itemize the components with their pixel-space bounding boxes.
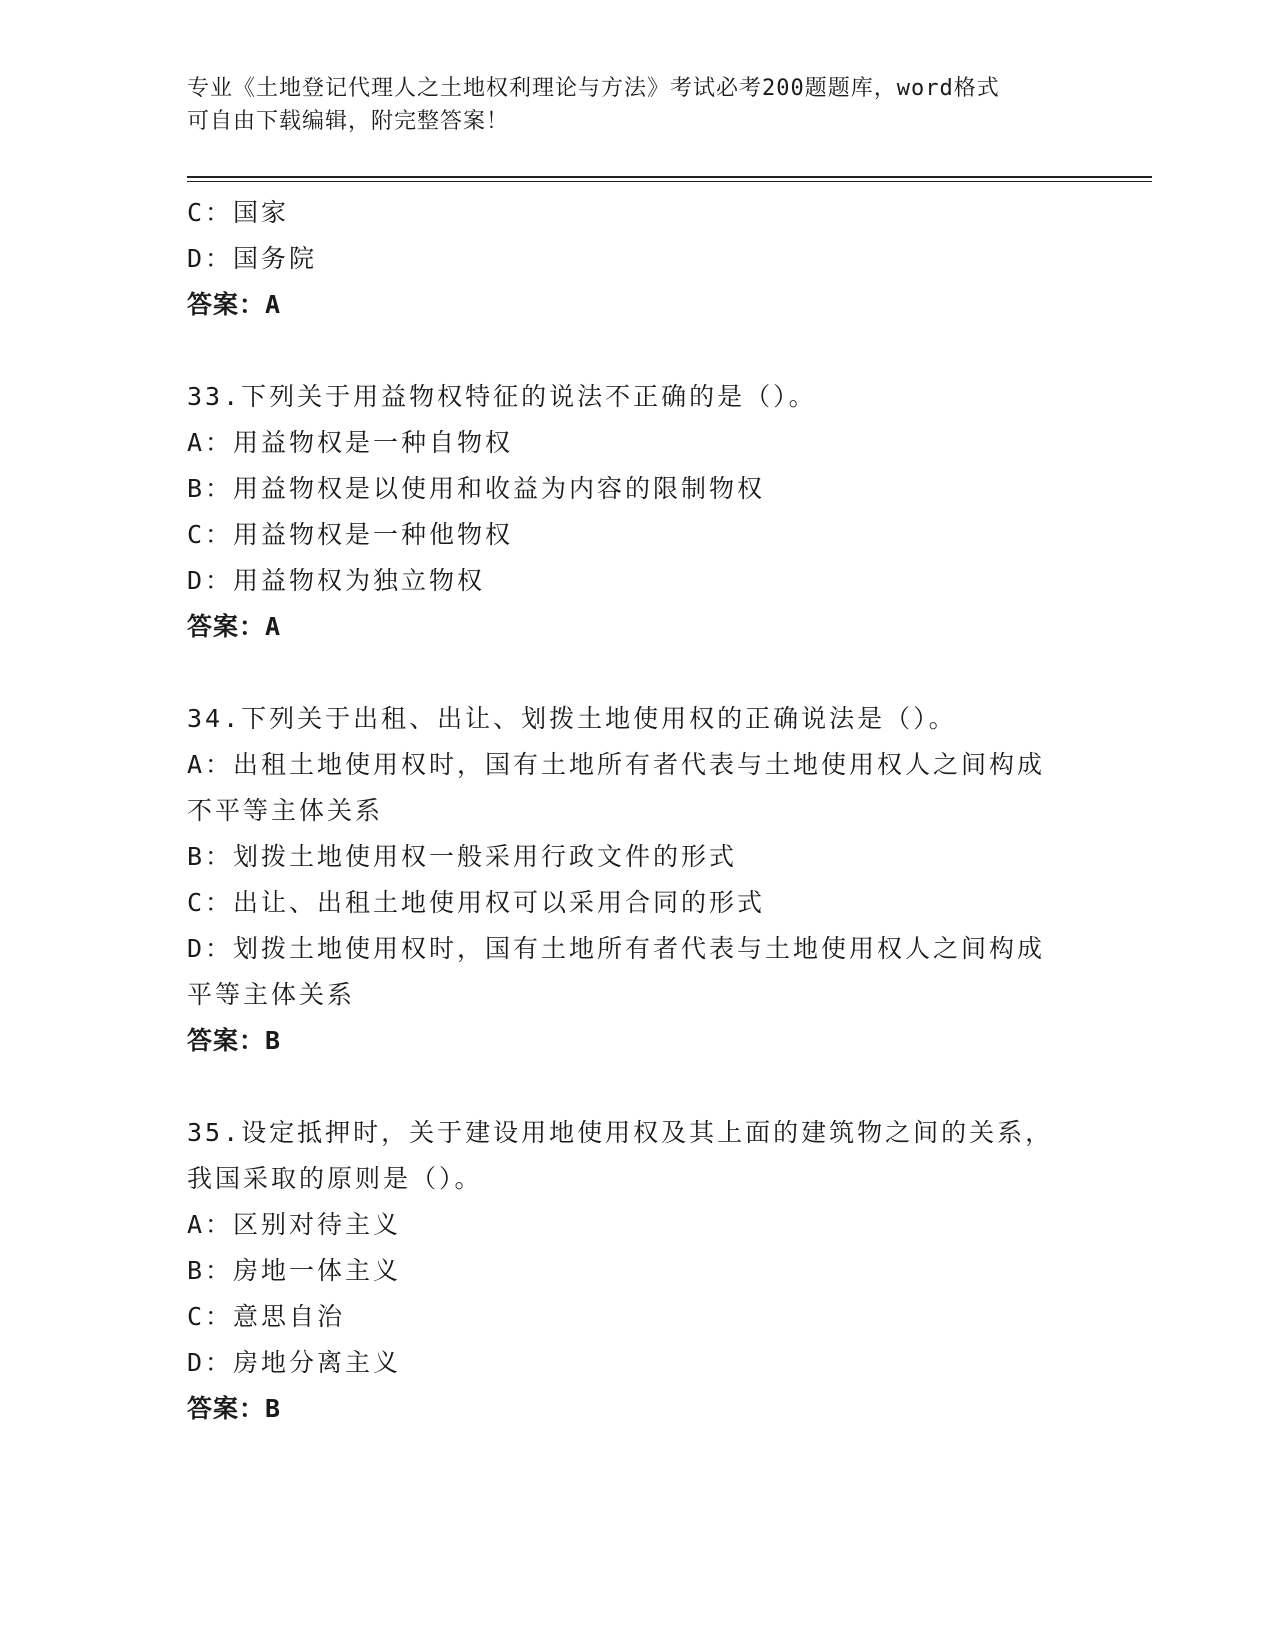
option-b: B：用益物权是以使用和收益为内容的限制物权 [187,474,766,503]
option-d-continued: 平等主体关系 [187,980,356,1009]
header-line-2: 可自由下载编辑，附完整答案！ [187,109,510,134]
option-c: C：意思自治 [187,1302,346,1331]
document-header [187,72,1087,138]
question-stem: 35.设定抵押时，关于建设用地使用权及其上面的建筑物之间的关系， [187,1118,1054,1147]
question-stem: 34.下列关于出租、出让、划拨土地使用权的正确说法是（）。 [187,704,957,733]
option-b: B：划拨土地使用权一般采用行政文件的形式 [187,842,738,871]
answer: 答案：A [187,290,282,319]
option-a: A：用益物权是一种自物权 [187,428,514,457]
option-b: B：房地一体主义 [187,1256,402,1285]
option-d: D：划拨土地使用权时，国有土地所有者代表与土地使用权人之间构成 [187,934,1046,963]
question-content [187,190,1087,1432]
option-a: A：区别对待主义 [187,1210,402,1239]
option-c: C：国家 [187,198,290,227]
answer: 答案：A [187,612,282,641]
question-stem: 33.下列关于用益物权特征的说法不正确的是（）。 [187,382,817,411]
option-d: D：用益物权为独立物权 [187,566,486,595]
option-a-continued: 不平等主体关系 [187,796,384,825]
option-c: C：用益物权是一种他物权 [187,520,514,549]
option-d: D：房地分离主义 [187,1348,402,1377]
option-a: A：出租土地使用权时，国有土地所有者代表与土地使用权人之间构成 [187,750,1046,779]
option-d: D：国务院 [187,244,318,273]
answer: 答案：B [187,1026,282,1055]
header-divider-thick [187,176,1152,178]
option-c: C：出让、出租土地使用权可以采用合同的形式 [187,888,766,917]
answer: 答案：B [187,1394,282,1423]
question-stem-continued: 我国采取的原则是（）。 [187,1164,483,1193]
header-line-1: 专业《土地登记代理人之土地权利理论与方法》考试必考200题题库，word格式 [187,76,1000,101]
header-divider-thin [187,181,1152,182]
